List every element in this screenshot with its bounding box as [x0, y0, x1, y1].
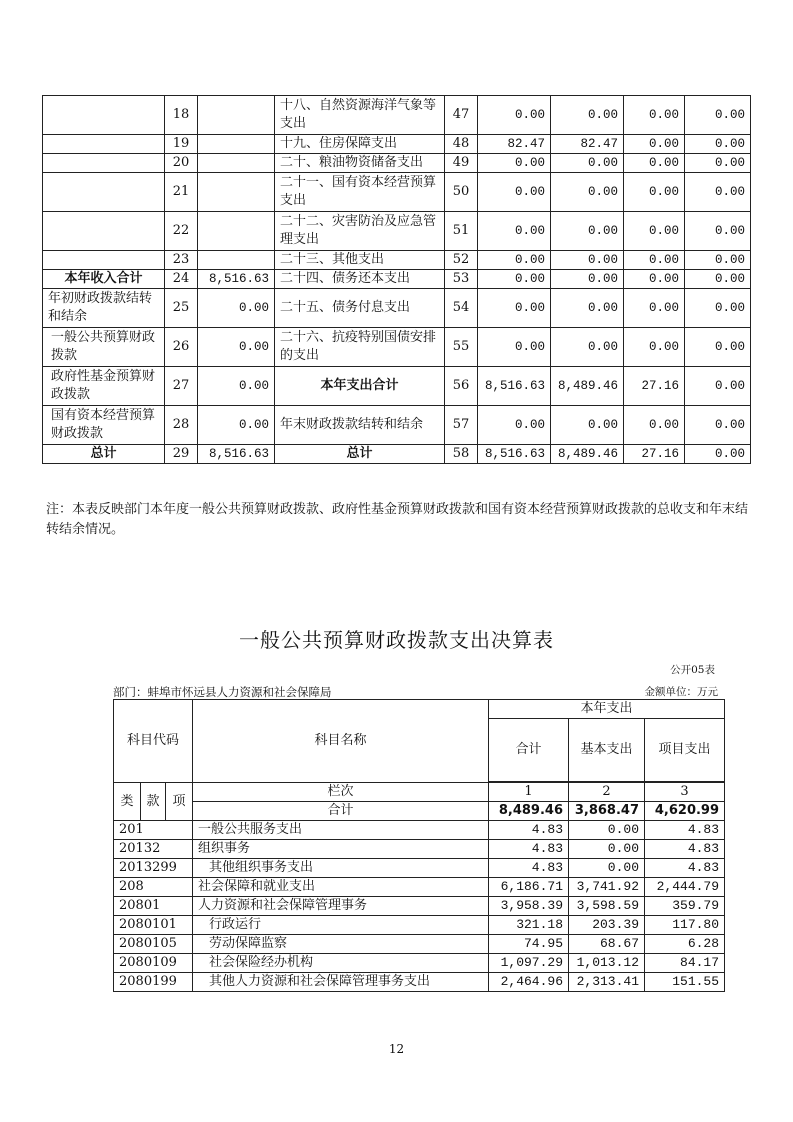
- value-capital: 0.00: [685, 328, 751, 367]
- subject-name: 其他组织事务支出: [193, 859, 489, 878]
- value-capital: 0.00: [685, 173, 751, 212]
- amount: 0.00: [198, 328, 275, 367]
- expense-item: 年末财政拨款结转和结余: [275, 406, 445, 445]
- total-label: 合计: [193, 802, 489, 821]
- table-row: [114, 878, 725, 897]
- header-name: 科目名称: [193, 700, 489, 783]
- amount: 8,516.63: [198, 270, 275, 289]
- value-fund: 27.16: [624, 445, 685, 464]
- column-no-2: 2: [569, 783, 645, 802]
- row-label: 政府性基金预算财政拨款: [43, 367, 165, 406]
- table-row: [43, 154, 751, 173]
- table-row: [114, 973, 725, 992]
- row-number: 26: [165, 328, 198, 367]
- row-label: 总计: [43, 445, 165, 464]
- expense-item: 十九、住房保障支出: [275, 135, 445, 154]
- table-row: [43, 135, 751, 154]
- value-project: 4.83: [645, 840, 725, 859]
- value-project: 151.55: [645, 973, 725, 992]
- amount: 0.00: [198, 367, 275, 406]
- subject-name: 组织事务: [193, 840, 489, 859]
- subject-code: 2013299: [114, 859, 193, 878]
- value-total: 8,516.63: [478, 445, 551, 464]
- value-capital: 0.00: [685, 96, 751, 135]
- table-row: [43, 289, 751, 328]
- value-total: 1,097.29: [489, 954, 569, 973]
- row-number: 19: [165, 135, 198, 154]
- value-capital: 0.00: [685, 270, 751, 289]
- header-code: 科目代码: [114, 700, 193, 783]
- row-number: 25: [165, 289, 198, 328]
- value-general: 0.00: [551, 251, 624, 270]
- table-row: [43, 328, 751, 367]
- subject-name: 人力资源和社会保障管理事务: [193, 897, 489, 916]
- value-project: 2,444.79: [645, 878, 725, 897]
- value-total: 0.00: [478, 173, 551, 212]
- value-fund: 0.00: [624, 328, 685, 367]
- value-total: 4.83: [489, 821, 569, 840]
- header-row: [114, 783, 725, 802]
- value-capital: 0.00: [685, 251, 751, 270]
- value-total: 82.47: [478, 135, 551, 154]
- header-kuan: 款: [141, 783, 166, 821]
- expense-item: 二十四、债务还本支出: [275, 270, 445, 289]
- row-number: 24: [165, 270, 198, 289]
- expense-item: 二十二、灾害防治及应急管理支出: [275, 212, 445, 251]
- subject-code: 201: [114, 821, 193, 840]
- row-number: 52: [445, 251, 478, 270]
- subject-name: 社会保险经办机构: [193, 954, 489, 973]
- row-number: 58: [445, 445, 478, 464]
- total-basic: 3,868.47: [569, 802, 645, 821]
- table-row: [43, 96, 751, 135]
- table-row: [114, 897, 725, 916]
- value-fund: 0.00: [624, 96, 685, 135]
- header-basic: 基本支出: [569, 719, 645, 782]
- value-project: 6.28: [645, 935, 725, 954]
- header-xiang: 项: [166, 783, 193, 821]
- subject-code: 20132: [114, 840, 193, 859]
- expense-item: 本年支出合计: [275, 367, 445, 406]
- page-title: 一般公共预算财政拨款支出决算表: [239, 628, 554, 652]
- table-row: [43, 445, 751, 464]
- value-total: 0.00: [478, 270, 551, 289]
- value-total: 3,958.39: [489, 897, 569, 916]
- table-note: 注：本表反映部门本年度一般公共预算财政拨款、政府性基金预算财政拨款和国有资本经营预算财政拨款的总收支和年末结转结余情况。: [46, 502, 749, 537]
- department-label: 部门：蚌埠市怀远县人力资源和社会保障局: [113, 685, 332, 699]
- header-total: 合计: [489, 719, 569, 782]
- row-number: 48: [445, 135, 478, 154]
- total-row: [114, 802, 725, 821]
- value-basic: 203.39: [569, 916, 645, 935]
- value-basic: 1,013.12: [569, 954, 645, 973]
- column-no-label: 栏次: [193, 783, 489, 802]
- value-general: 8,489.46: [551, 445, 624, 464]
- row-label: [43, 135, 165, 154]
- row-number: 47: [445, 96, 478, 135]
- value-total: 0.00: [478, 289, 551, 328]
- value-general: 0.00: [551, 328, 624, 367]
- value-total: 0.00: [478, 96, 551, 135]
- value-basic: 0.00: [569, 840, 645, 859]
- expense-item: 二十六、抗疫特别国债安排的支出: [275, 328, 445, 367]
- value-fund: 0.00: [624, 154, 685, 173]
- row-number: 22: [165, 212, 198, 251]
- table-row: [114, 935, 725, 954]
- value-basic: 0.00: [569, 859, 645, 878]
- value-general: 0.00: [551, 289, 624, 328]
- value-general: 0.00: [551, 154, 624, 173]
- value-general: 0.00: [551, 270, 624, 289]
- value-general: 8,489.46: [551, 367, 624, 406]
- table-row: [114, 859, 725, 878]
- value-fund: 0.00: [624, 406, 685, 445]
- header-project: 项目支出: [645, 719, 725, 782]
- value-basic: 0.00: [569, 821, 645, 840]
- amount: [198, 173, 275, 212]
- value-total: 0.00: [478, 154, 551, 173]
- row-number: 57: [445, 406, 478, 445]
- row-label: [43, 173, 165, 212]
- value-general: 82.47: [551, 135, 624, 154]
- amount: 8,516.63: [198, 445, 275, 464]
- expenditure-table: [113, 699, 725, 992]
- subject-code: 2080105: [114, 935, 193, 954]
- page-number: 12: [388, 1042, 405, 1056]
- value-fund: 0.00: [624, 251, 685, 270]
- value-project: 84.17: [645, 954, 725, 973]
- value-project: 4.83: [645, 859, 725, 878]
- value-basic: 3,598.59: [569, 897, 645, 916]
- subject-code: 2080199: [114, 973, 193, 992]
- row-label: 一般公共预算财政拨款: [43, 328, 165, 367]
- row-number: 49: [445, 154, 478, 173]
- row-number: 54: [445, 289, 478, 328]
- table-row: [43, 367, 751, 406]
- value-capital: 0.00: [685, 154, 751, 173]
- row-number: 29: [165, 445, 198, 464]
- table-row: [43, 173, 751, 212]
- row-label: [43, 251, 165, 270]
- row-label: [43, 212, 165, 251]
- table-row: [114, 840, 725, 859]
- header-row: [114, 700, 725, 719]
- expense-item: 二十三、其他支出: [275, 251, 445, 270]
- value-capital: 0.00: [685, 445, 751, 464]
- subject-name: 一般公共服务支出: [193, 821, 489, 840]
- value-capital: 0.00: [685, 135, 751, 154]
- value-total: 0.00: [478, 251, 551, 270]
- value-total: 8,516.63: [478, 367, 551, 406]
- row-number: 55: [445, 328, 478, 367]
- column-no-1: 1: [489, 783, 569, 802]
- value-capital: 0.00: [685, 367, 751, 406]
- row-number: 53: [445, 270, 478, 289]
- value-project: 4.83: [645, 821, 725, 840]
- value-fund: 0.00: [624, 135, 685, 154]
- row-label: 年初财政拨款结转和结余: [43, 289, 165, 328]
- total-value: 8,489.46: [489, 802, 569, 821]
- value-total: 6,186.71: [489, 878, 569, 897]
- row-label: [43, 96, 165, 135]
- row-number: 50: [445, 173, 478, 212]
- amount: [198, 251, 275, 270]
- subject-name: 社会保障和就业支出: [193, 878, 489, 897]
- value-total: 0.00: [478, 406, 551, 445]
- value-project: 359.79: [645, 897, 725, 916]
- amount: 0.00: [198, 289, 275, 328]
- value-total: 74.95: [489, 935, 569, 954]
- value-basic: 68.67: [569, 935, 645, 954]
- column-no-3: 3: [645, 783, 725, 802]
- subject-code: 2080101: [114, 916, 193, 935]
- table-row: [43, 251, 751, 270]
- value-fund: 27.16: [624, 367, 685, 406]
- expense-item: 二十五、债务付息支出: [275, 289, 445, 328]
- row-number: 56: [445, 367, 478, 406]
- value-total: 0.00: [478, 328, 551, 367]
- table-row: [43, 270, 751, 289]
- amount: [198, 212, 275, 251]
- subject-code: 20801: [114, 897, 193, 916]
- subject-name: 行政运行: [193, 916, 489, 935]
- value-total: 4.83: [489, 840, 569, 859]
- amount: [198, 135, 275, 154]
- subject-code: 208: [114, 878, 193, 897]
- expense-item: 二十、粮油物资储备支出: [275, 154, 445, 173]
- amount: [198, 154, 275, 173]
- expense-item: 二十一、国有资本经营预算支出: [275, 173, 445, 212]
- value-project: 117.80: [645, 916, 725, 935]
- unit-label: 金额单位：万元: [644, 686, 718, 698]
- form-number: 公开05表: [670, 664, 715, 676]
- row-label: [43, 154, 165, 173]
- subject-code: 2080109: [114, 954, 193, 973]
- subject-name: 其他人力资源和社会保障管理事务支出: [193, 973, 489, 992]
- value-capital: 0.00: [685, 289, 751, 328]
- total-project: 4,620.99: [645, 802, 725, 821]
- row-number: 28: [165, 406, 198, 445]
- value-fund: 0.00: [624, 212, 685, 251]
- amount: 0.00: [198, 406, 275, 445]
- table-row: [114, 916, 725, 935]
- value-fund: 0.00: [624, 173, 685, 212]
- row-label: 国有资本经营预算财政拨款: [43, 406, 165, 445]
- table-row: [114, 821, 725, 840]
- value-general: 0.00: [551, 212, 624, 251]
- row-number: 23: [165, 251, 198, 270]
- subject-name: 劳动保障监察: [193, 935, 489, 954]
- table-row: [114, 954, 725, 973]
- income-expense-table: [42, 95, 751, 464]
- value-fund: 0.00: [624, 289, 685, 328]
- row-number: 21: [165, 173, 198, 212]
- value-general: 0.00: [551, 173, 624, 212]
- expense-item: 总计: [275, 445, 445, 464]
- value-total: 2,464.96: [489, 973, 569, 992]
- value-general: 0.00: [551, 406, 624, 445]
- value-basic: 3,741.92: [569, 878, 645, 897]
- table-row: [43, 212, 751, 251]
- row-number: 51: [445, 212, 478, 251]
- value-total: 0.00: [478, 212, 551, 251]
- expense-item: 十八、自然资源海洋气象等支出: [275, 96, 445, 135]
- value-capital: 0.00: [685, 406, 751, 445]
- value-general: 0.00: [551, 96, 624, 135]
- header-current-year: 本年支出: [489, 700, 725, 719]
- row-number: 27: [165, 367, 198, 406]
- table-row: [43, 406, 751, 445]
- value-capital: 0.00: [685, 212, 751, 251]
- row-number: 20: [165, 154, 198, 173]
- value-fund: 0.00: [624, 270, 685, 289]
- row-number: 18: [165, 96, 198, 135]
- header-lei: 类: [114, 783, 141, 821]
- value-total: 321.18: [489, 916, 569, 935]
- row-label: 本年收入合计: [43, 270, 165, 289]
- amount: [198, 96, 275, 135]
- value-basic: 2,313.41: [569, 973, 645, 992]
- value-total: 4.83: [489, 859, 569, 878]
